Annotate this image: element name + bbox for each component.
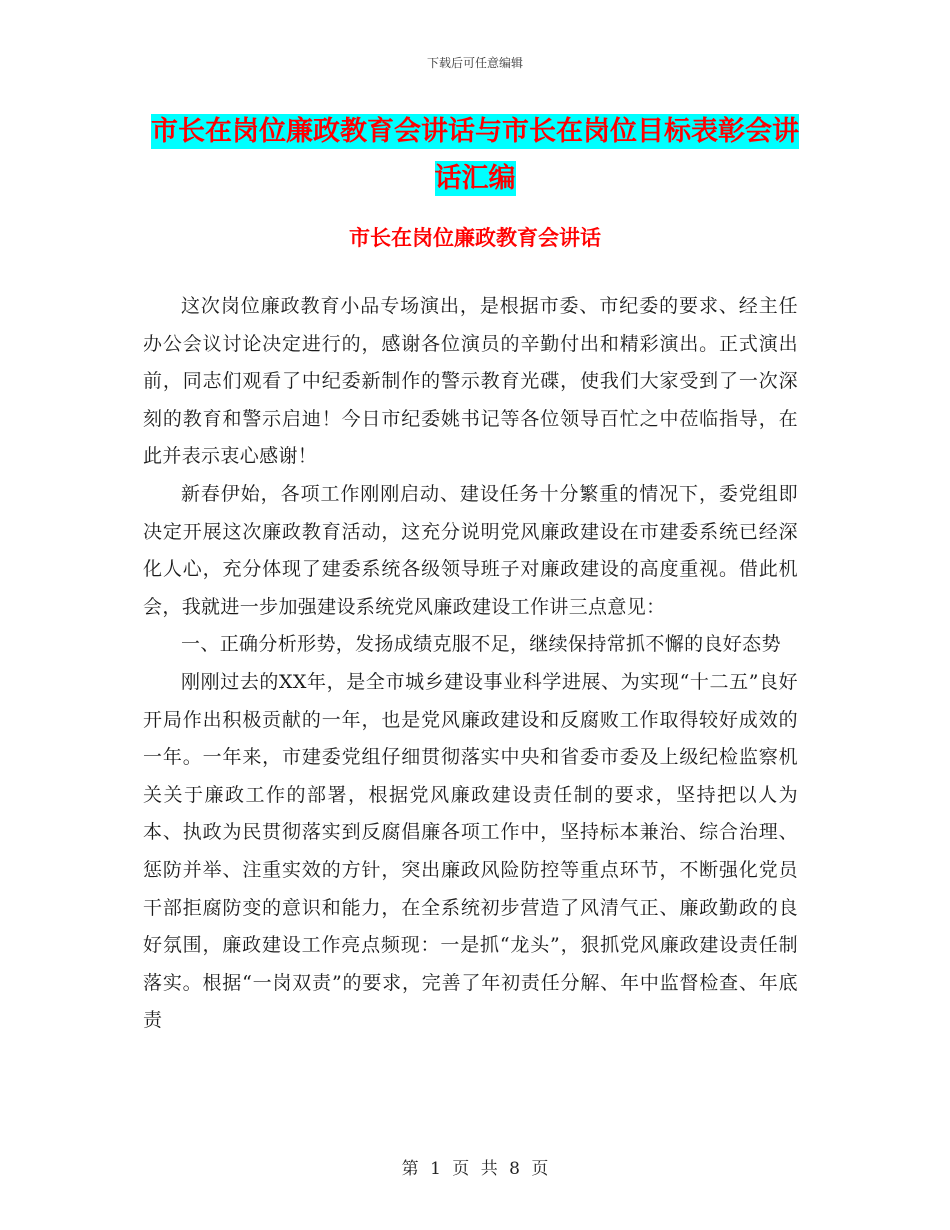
section-title: 市长在岗位廉政教育会讲话 <box>349 226 601 250</box>
body-text <box>143 288 798 1040</box>
header-note: 下载后可任意编辑 <box>426 56 523 70</box>
paragraph: 新春伊始，各项工作刚刚启动、建设任务十分繁重的情况下，委党组即决定开展这次廉政教育活动，这充分说明党风廉政建设在市建委系统已经深化人心，充分体现了建委系统各级领导班子对廉政建设的高度重视。借此机会，我就进一步加强建设系统党风廉政建设工作讲三点意见： <box>143 482 798 618</box>
document-title <box>140 108 810 202</box>
paragraph: 刚刚过去的XX年，是全市城乡建设事业科学进展、为实现“十二五”良好开局作出积极贡献的一年，也是党风廉政建设和反腐败工作取得较好成效的一年。一年来，市建委党组仔细贯彻落实中央和省委市委及上级纪检监察机关关于廉政工作的部署，根据党风廉政建设责任制的要求，坚持把以人为本、执政为民贯彻落实到反腐倡廉各项工作中，坚持标本兼治、综合治理、惩防并举、注重实效的方针，突出廉政风险防控等重点环节，不断强化党员干部拒腐防变的意识和能力，在全系统初步营造了风清气正、廉政勤政的良好氛围，廉政建设工作亮点频现：一是抓“龙头”，狠抓党风廉政建设责任制落实。根据“一岗双责”的要求，完善了年初责任分解、年中监督检查、年底责 <box>143 670 798 1032</box>
paragraph: 这次岗位廉政教育小品专场演出，是根据市委、市纪委的要求、经主任办公会议讨论决定进行的，感谢各位演员的辛勤付出和精彩演出。正式演出前，同志们观看了中纪委新制作的警示教育光碟，使我们大家受到了一次深刻的教育和警示启迪！今日市纪委姚书记等各位领导百忙之中莅临指导，在此并表示衷心感谢！ <box>143 295 798 468</box>
document-title-text: 市长在岗位廉政教育会讲话与市长在岗位目标表彰会讲话汇编 <box>151 116 799 194</box>
paragraph: 一、正确分析形势，发扬成绩克服不足，继续保持常抓不懈的良好态势 <box>181 633 781 656</box>
page-footer: 第 1 页 共 8 页 <box>401 1159 549 1179</box>
